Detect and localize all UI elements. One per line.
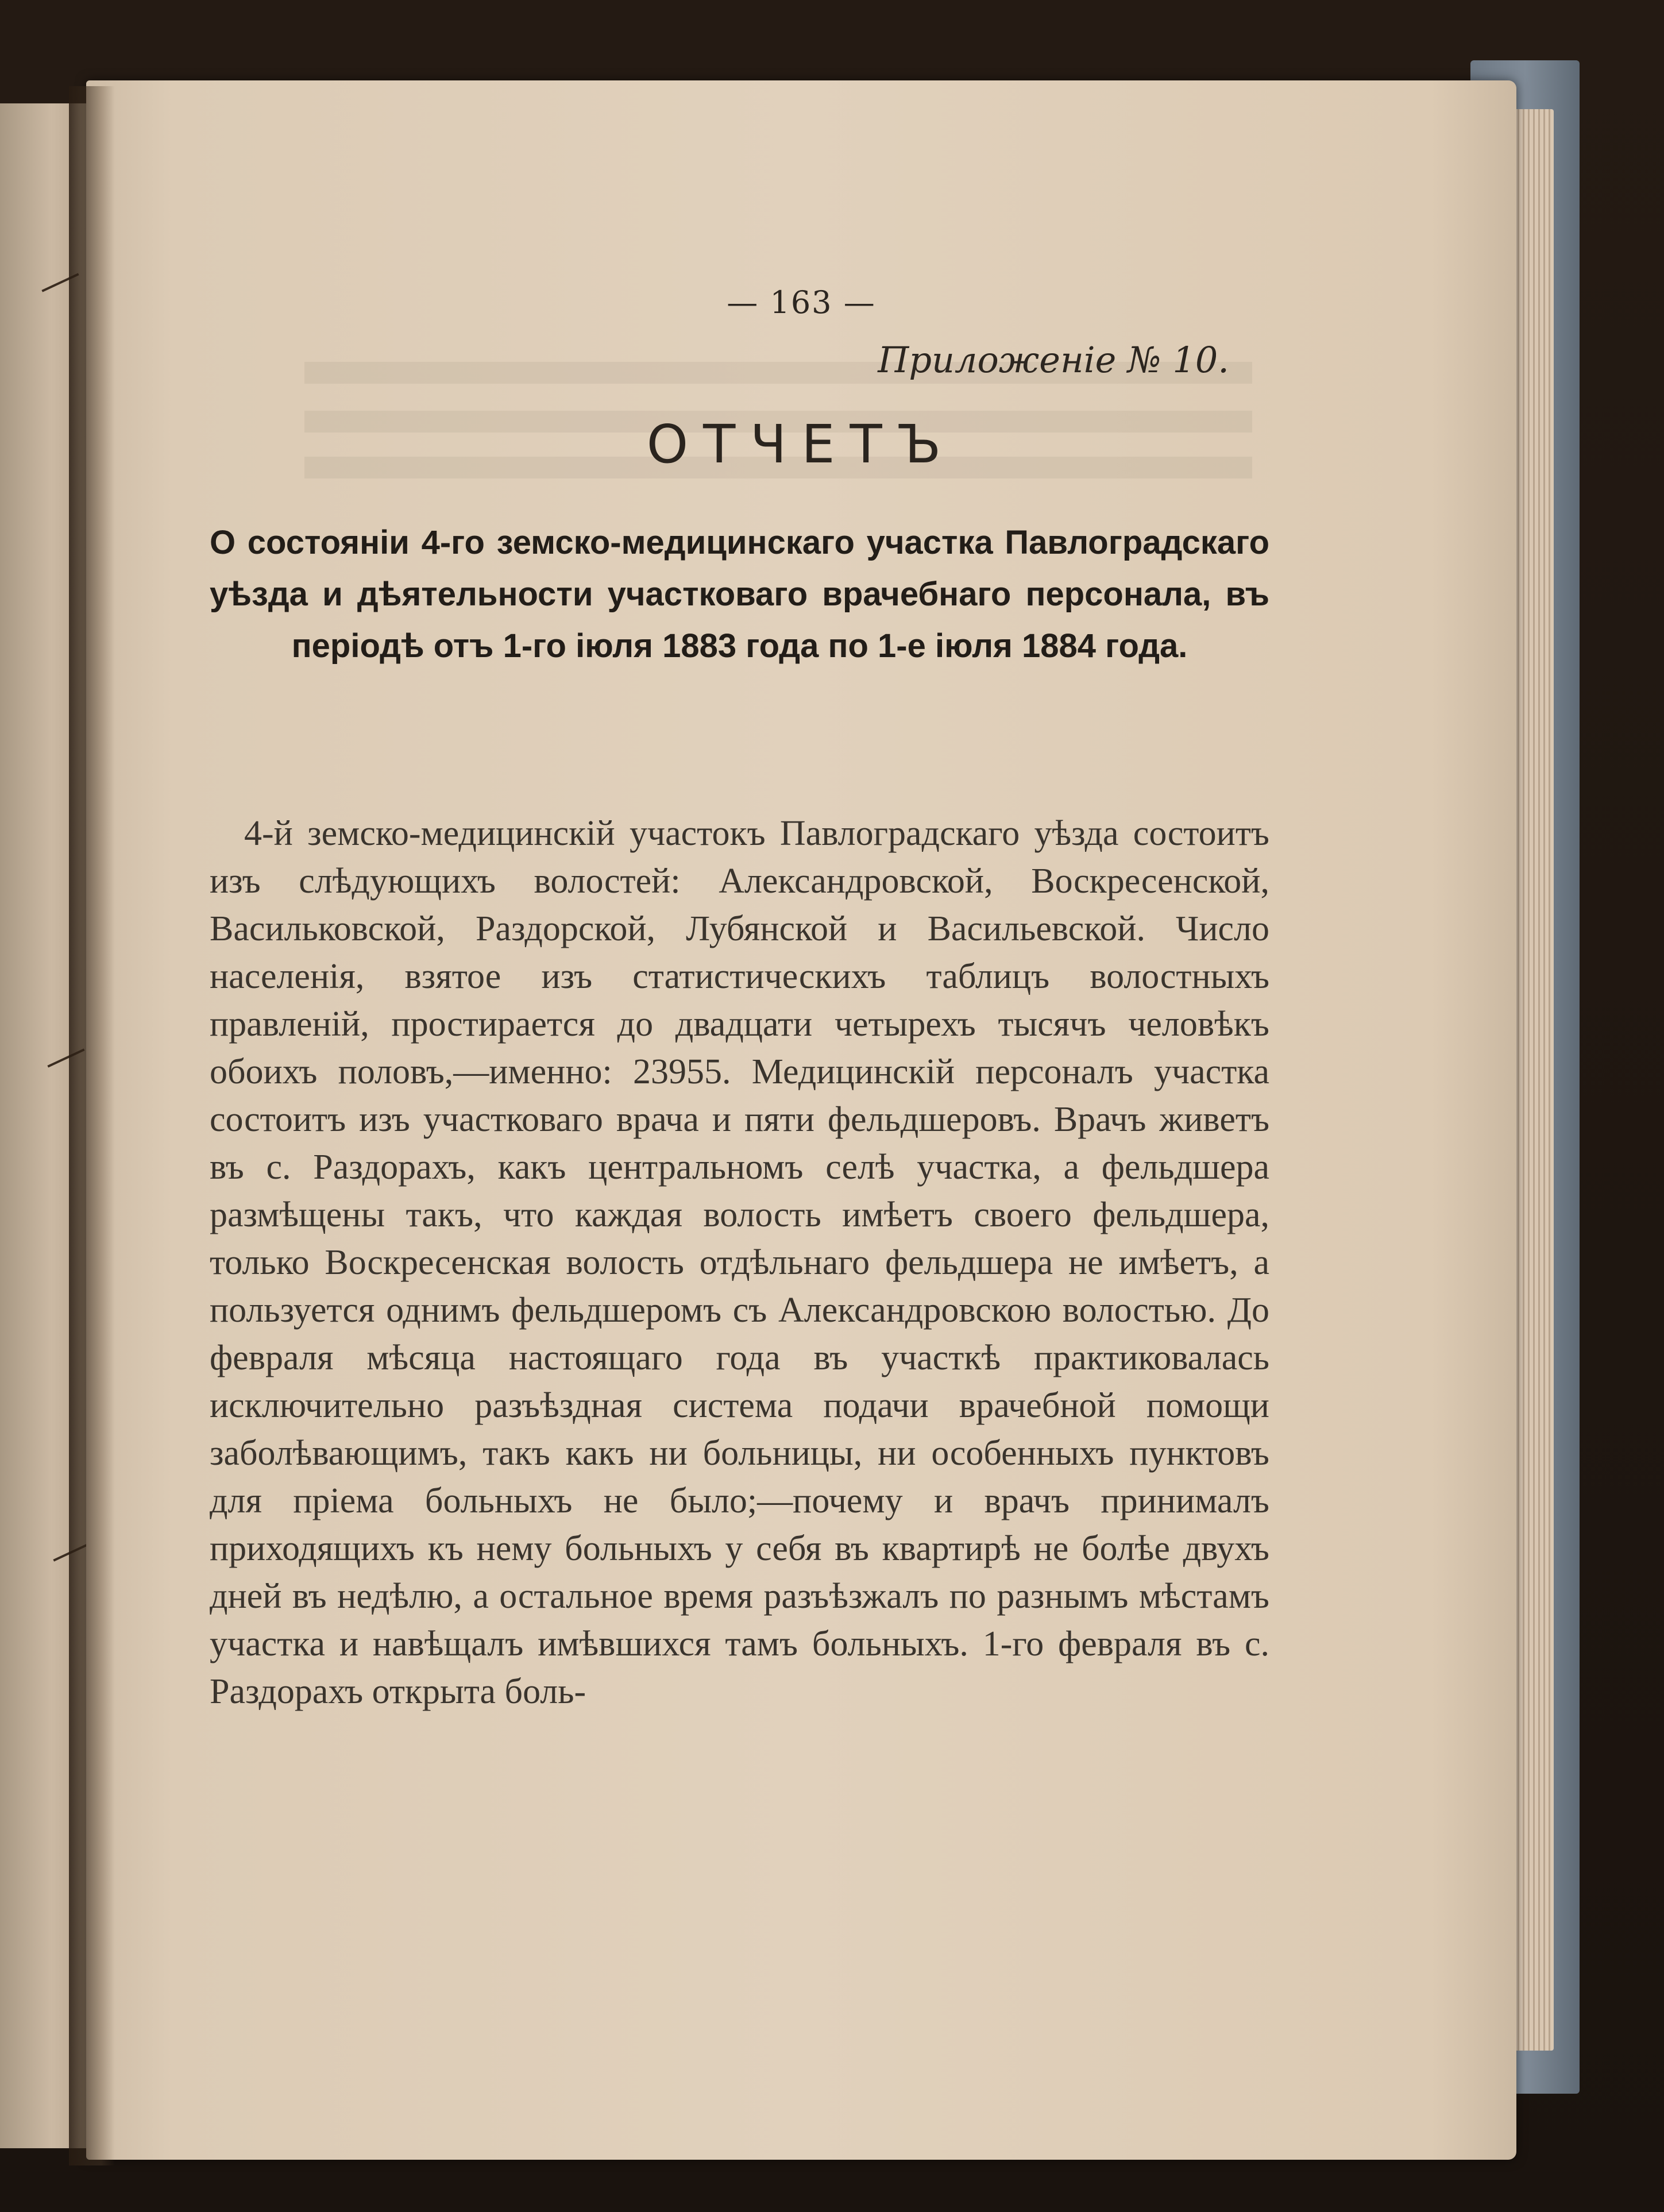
gutter-shadow — [69, 86, 115, 2165]
book-page — [86, 80, 1516, 2160]
report-subtitle: О состоянiи 4-го земско-медицинскаго участка Павлоградскаго уѣзда и дѣятельности участковаго врачебнаго персонала, въ перiодѣ отъ 1-го iюля 1883 года по 1-е iюля 1884 года. — [210, 524, 1269, 665]
body-paragraph: 4-й земско-медицинскiй участокъ Павлоградскаго уѣзда состоитъ изъ слѣдующихъ волостей: Александровской, Воскресенской, Васильковской, Раздорской, Лубянской и Васильевской. Число населенiя, взятое изъ статистическихъ таблицъ волостныхъ правленiй, простирается до двадцати четырехъ тысячъ человѣкъ обоихъ половъ,—именно: 23955. Медицинскiй персоналъ участка состоитъ изъ участковаго врача и пяти фельдшеровъ. Врачъ живетъ въ с. Раздорахъ, какъ центральномъ селѣ участка, а фельдшера размѣщены такъ, что каждая волость имѣетъ своего фельдшера, только Воскресенская волость отдѣльнаго фельдшера не имѣетъ, а пользуется однимъ фельдшеромъ съ Александровскою волостью. До февраля мѣсяца настоящаго года въ участкѣ практиковалась исключительно разъѣздная система подачи врачебной помощи заболѣвающимъ, такъ какъ ни больницы, ни особенныхъ пунктовъ для прiема больныхъ не было;—почему и врачъ принималъ приходящихъ къ нему больныхъ у себя въ квартирѣ не болѣе двухъ дней въ недѣлю, а остальное время разъѣзжалъ по разнымъ мѣстамъ участка и навѣщалъ имѣвшихся тамъ больныхъ. 1-го февраля въ с. Раздорахъ открыта боль- — [210, 814, 1269, 1711]
appendix-label: Приложенiе № 10. — [878, 339, 1229, 381]
page-number: — 163 — — [727, 284, 876, 321]
report-title: ОТЧЕТЪ — [646, 414, 956, 475]
